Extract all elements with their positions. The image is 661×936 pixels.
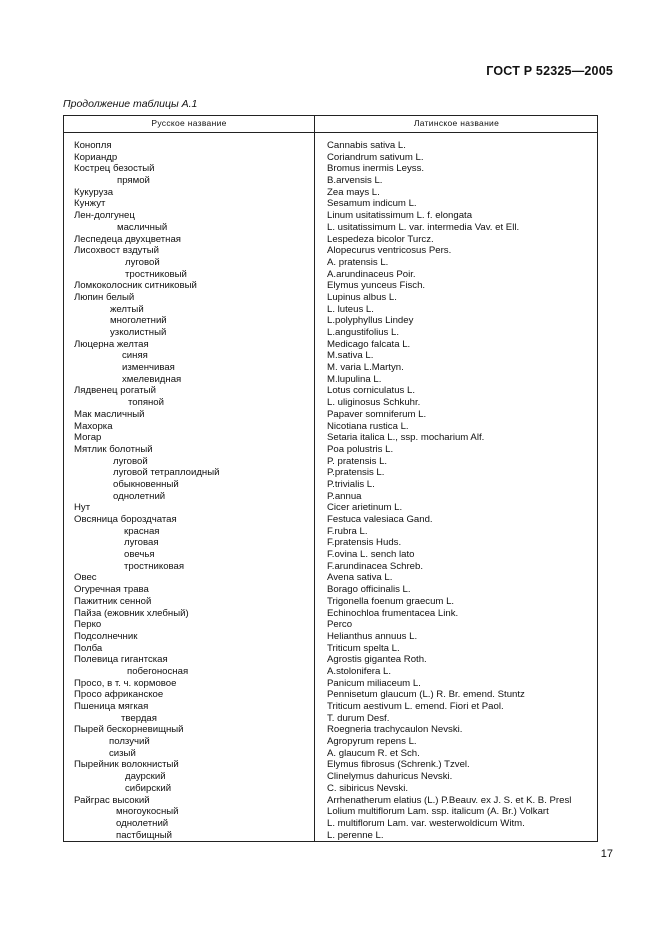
latin-name: B.arvensis L.: [327, 175, 383, 187]
table-row: [64, 608, 597, 620]
table-row: [64, 327, 597, 339]
table-row: [64, 561, 597, 573]
russian-name: Овес: [74, 572, 97, 584]
russian-name: Полба: [74, 642, 103, 654]
table-row: [64, 759, 597, 771]
table-row: [64, 280, 597, 292]
russian-name: твердая: [121, 712, 157, 724]
latin-name: Nicotiana rustica L.: [327, 420, 409, 432]
russian-name: Махорка: [74, 420, 113, 432]
russian-name: луговой: [113, 455, 148, 467]
table-row: [64, 631, 597, 643]
latin-name: Roegneria trachycaulon Nevski.: [327, 724, 463, 736]
latin-name: Lotus corniculatus L.: [327, 385, 415, 397]
russian-name: овечья: [124, 549, 155, 561]
russian-name: Просо африканское: [74, 689, 164, 701]
russian-name: Люцерна желтая: [74, 338, 149, 350]
table-body: [64, 140, 597, 841]
table-row: [64, 584, 597, 596]
header-rule: [64, 132, 597, 133]
table-row: [64, 783, 597, 795]
latin-name: Triticum aestivum L. emend. Fiori et Paol.: [327, 701, 504, 712]
russian-name: сизый: [109, 747, 136, 759]
latin-name: Pennisetum glaucum (L.) R. Br. emend. Stuntz: [327, 689, 525, 701]
table-row: [64, 315, 597, 327]
russian-name: Пайза (ежовник хлебный): [74, 607, 189, 619]
table-row: [64, 795, 597, 807]
russian-name: Овсяница бороздчатая: [74, 514, 177, 525]
column-header-russian: Русское название: [151, 118, 227, 128]
latin-name: Sesamum indicum L.: [327, 198, 417, 210]
table-row: [64, 748, 597, 760]
latin-name: P. pratensis L.: [327, 455, 388, 467]
russian-name: синяя: [122, 350, 148, 362]
table-row: [64, 701, 597, 713]
table-row: [64, 198, 597, 210]
russian-name: Кунжут: [74, 198, 106, 210]
russian-name: луговая: [124, 537, 159, 549]
russian-name: многолетний: [110, 315, 167, 327]
russian-name: луговой тетраплоидный: [113, 467, 220, 479]
table-row: [64, 362, 597, 374]
russian-name: узколистный: [110, 327, 167, 338]
table-row: [64, 572, 597, 584]
table-row: [64, 304, 597, 316]
russian-name: луговой: [125, 256, 160, 268]
latin-name: Agrostis gigantea Roth.: [327, 654, 427, 666]
latin-name: Borago officinalis L.: [327, 584, 411, 596]
russian-name: пастбищный: [116, 829, 173, 841]
russian-name: Люпин белый: [74, 291, 135, 303]
table-row: [64, 724, 597, 736]
russian-name: Леспедеца двухцветная: [74, 233, 181, 245]
russian-name: прямой: [117, 175, 150, 187]
latin-name: Festuca valesiaca Gand.: [327, 514, 433, 525]
russian-name: Пырейник волокнистый: [74, 759, 179, 771]
table-row: [64, 234, 597, 246]
russian-name: Мятлик болотный: [74, 443, 153, 455]
russian-name: Лен-долгунец: [74, 210, 135, 222]
russian-name: Нут: [74, 502, 91, 514]
latin-name: F.ovina L. sench lato: [327, 549, 415, 561]
table-row: [64, 456, 597, 468]
latin-name: Lolium multiflorum Lam. ssp. italicum (A. Br.) Volkart: [327, 806, 549, 818]
russian-name: Подсолнечник: [74, 630, 138, 642]
latin-name: A.arundinaceus Poir.: [327, 268, 416, 280]
latin-name: T. durum Desf.: [327, 712, 390, 724]
latin-name: M.sativa L.: [327, 350, 374, 362]
latin-name: Zea mays L.: [327, 186, 380, 198]
table-row: [64, 140, 597, 152]
table-row: [64, 397, 597, 409]
table-row: [64, 432, 597, 444]
column-header-latin: Латинское название: [413, 118, 500, 128]
russian-name: Перко: [74, 619, 102, 631]
russian-name: тростниковый: [125, 268, 187, 280]
russian-name: Полевица гигантская: [74, 654, 168, 666]
russian-name: хмелевидная: [122, 373, 182, 385]
latin-name: Linum usitatissimum L. f. elongata: [327, 210, 473, 222]
table-row: [64, 467, 597, 479]
table-row: [64, 514, 597, 526]
russian-name: Мак масличный: [74, 408, 145, 420]
latin-name: P.annua: [327, 490, 362, 502]
table-row: [64, 666, 597, 678]
russian-name: Могар: [74, 432, 102, 444]
table-row: [64, 736, 597, 748]
latin-name: Cicer arietinum L.: [327, 502, 403, 514]
table-row: [64, 771, 597, 783]
latin-name: Arrhenatherum elatius (L.) P.Beauv. ex J. S. et K. B. Presl: [327, 794, 572, 806]
latin-name: L. uliginosus Schkuhr.: [327, 397, 421, 409]
table-row: [64, 596, 597, 608]
russian-name: Огуречная трава: [74, 584, 149, 596]
russian-name: сибирский: [125, 782, 172, 794]
latin-name: Setaria italica L., ssp. mocharium Alf.: [327, 432, 485, 444]
table-row: [64, 678, 597, 690]
latin-name: M. varia L.Martyn.: [327, 362, 404, 374]
russian-name: Пажитник сенной: [74, 595, 152, 607]
table-row: [64, 257, 597, 269]
latin-name: M.lupulina L.: [327, 373, 382, 385]
latin-name: Elymus yunceus Fisch.: [327, 280, 426, 292]
table-row: [64, 502, 597, 514]
table-row: [64, 374, 597, 386]
latin-name: Coriandrum sativum L.: [327, 151, 424, 163]
table-row: [64, 491, 597, 503]
table-row: [64, 421, 597, 433]
table-row: [64, 818, 597, 830]
names-table: [63, 115, 598, 842]
table-row: [64, 830, 597, 842]
latin-name: Bromus inermis Leyss.: [327, 163, 425, 175]
latin-name: A. glaucum R. et Sch.: [327, 747, 420, 759]
table-row: [64, 713, 597, 725]
table-row: [64, 619, 597, 631]
latin-name: L. perenne L.: [327, 829, 384, 841]
russian-name: обыкновенный: [113, 478, 179, 490]
table-row: [64, 479, 597, 491]
russian-name: Райграс высокий: [74, 794, 150, 806]
russian-name: однолетний: [116, 817, 169, 829]
table-row: [64, 339, 597, 351]
table-row: [64, 210, 597, 222]
russian-name: Просо, в т. ч. кормовое: [74, 677, 177, 689]
latin-name: Agropyrum repens L.: [327, 736, 417, 748]
latin-name: Panicum miliaceum L.: [327, 677, 421, 689]
latin-name: Helianthus annuus L.: [327, 630, 418, 642]
latin-name: Triticum spelta L.: [327, 642, 400, 654]
latin-name: F.rubra L.: [327, 525, 368, 537]
russian-name: Кукуруза: [74, 186, 114, 198]
table-row: [64, 643, 597, 655]
russian-name: Конопля: [74, 140, 112, 151]
latin-name: Clinelymus dahuricus Nevski.: [327, 771, 453, 783]
russian-name: Пырей бескорневищный: [74, 724, 184, 736]
latin-name: L. usitatissimum L. var. intermedia Vav. et Ell.: [327, 221, 520, 233]
russian-name: побегоносная: [127, 665, 189, 677]
latin-name: Medicago falcata L.: [327, 338, 411, 350]
table-row: [64, 350, 597, 362]
latin-name: L.polyphyllus Lindey: [327, 315, 414, 327]
russian-name: Кострец безостый: [74, 163, 155, 175]
russian-name: ползучий: [109, 736, 150, 748]
latin-name: Lupinus albus L.: [327, 291, 397, 303]
russian-name: Ломкоколосник ситниковый: [74, 280, 197, 292]
latin-name: P.pratensis L.: [327, 467, 385, 479]
latin-name: L. multiflorum Lam. var. westerwoldicum Witm.: [327, 817, 525, 829]
latin-name: Trigonella foenum graecum L.: [327, 595, 455, 607]
table-row: [64, 549, 597, 561]
russian-name: изменчивая: [122, 362, 175, 374]
latin-name: Cannabis sativa L.: [327, 140, 406, 151]
russian-name: Лисохвост вздутый: [74, 245, 159, 257]
russian-name: даурский: [125, 771, 166, 783]
latin-name: F.arundinacea Schreb.: [327, 560, 423, 572]
latin-name: Alopecurus ventricosus Pers.: [327, 245, 452, 257]
table-row: [64, 444, 597, 456]
russian-name: Кориандр: [74, 151, 118, 163]
latin-name: P.trivialis L.: [327, 478, 375, 490]
latin-name: Avena sativa L.: [327, 572, 393, 584]
russian-name: тростниковая: [124, 560, 185, 572]
table-row: [64, 245, 597, 257]
latin-name: C. sibiricus Nevski.: [327, 782, 409, 794]
table-caption: Продолжение таблицы А.1: [63, 98, 198, 110]
table-row: [64, 175, 597, 187]
latin-name: Poa polustris L.: [327, 443, 394, 455]
russian-name: желтый: [110, 303, 144, 315]
table-row: [64, 152, 597, 164]
table-row: [64, 292, 597, 304]
latin-name: A. pratensis L.: [327, 256, 389, 268]
table-row: [64, 806, 597, 818]
latin-name: Elymus fibrosus (Schrenk.) Tzvel.: [327, 759, 470, 771]
russian-name: Пшеница мягкая: [74, 701, 149, 712]
russian-name: топяной: [128, 397, 165, 409]
table-row: [64, 269, 597, 281]
russian-name: однолетний: [113, 490, 166, 502]
table-row: [64, 689, 597, 701]
russian-name: Лядвенец рогатый: [74, 385, 156, 397]
table-row: [64, 526, 597, 538]
russian-name: красная: [124, 525, 160, 537]
latin-name: L. luteus L.: [327, 303, 374, 315]
table-row: [64, 222, 597, 234]
russian-name: многоукосный: [116, 806, 179, 818]
document-code: ГОСТ Р 52325—2005: [486, 64, 613, 78]
latin-name: Lespedeza bicolor Turcz.: [327, 233, 434, 245]
table-row: [64, 385, 597, 397]
table-row: [64, 537, 597, 549]
latin-name: Papaver somniferum L.: [327, 408, 427, 420]
latin-name: A.stolonifera L.: [327, 665, 391, 677]
table-row: [64, 187, 597, 199]
latin-name: L.angustifolius L.: [327, 327, 399, 338]
table-row: [64, 654, 597, 666]
table-row: [64, 163, 597, 175]
table-row: [64, 409, 597, 421]
latin-name: Perco: [327, 619, 353, 631]
russian-name: масличный: [117, 221, 168, 233]
latin-name: Echinochloa frumentacea Link.: [327, 607, 459, 619]
latin-name: F.pratensis Huds.: [327, 537, 402, 549]
page-number: 17: [600, 848, 613, 860]
